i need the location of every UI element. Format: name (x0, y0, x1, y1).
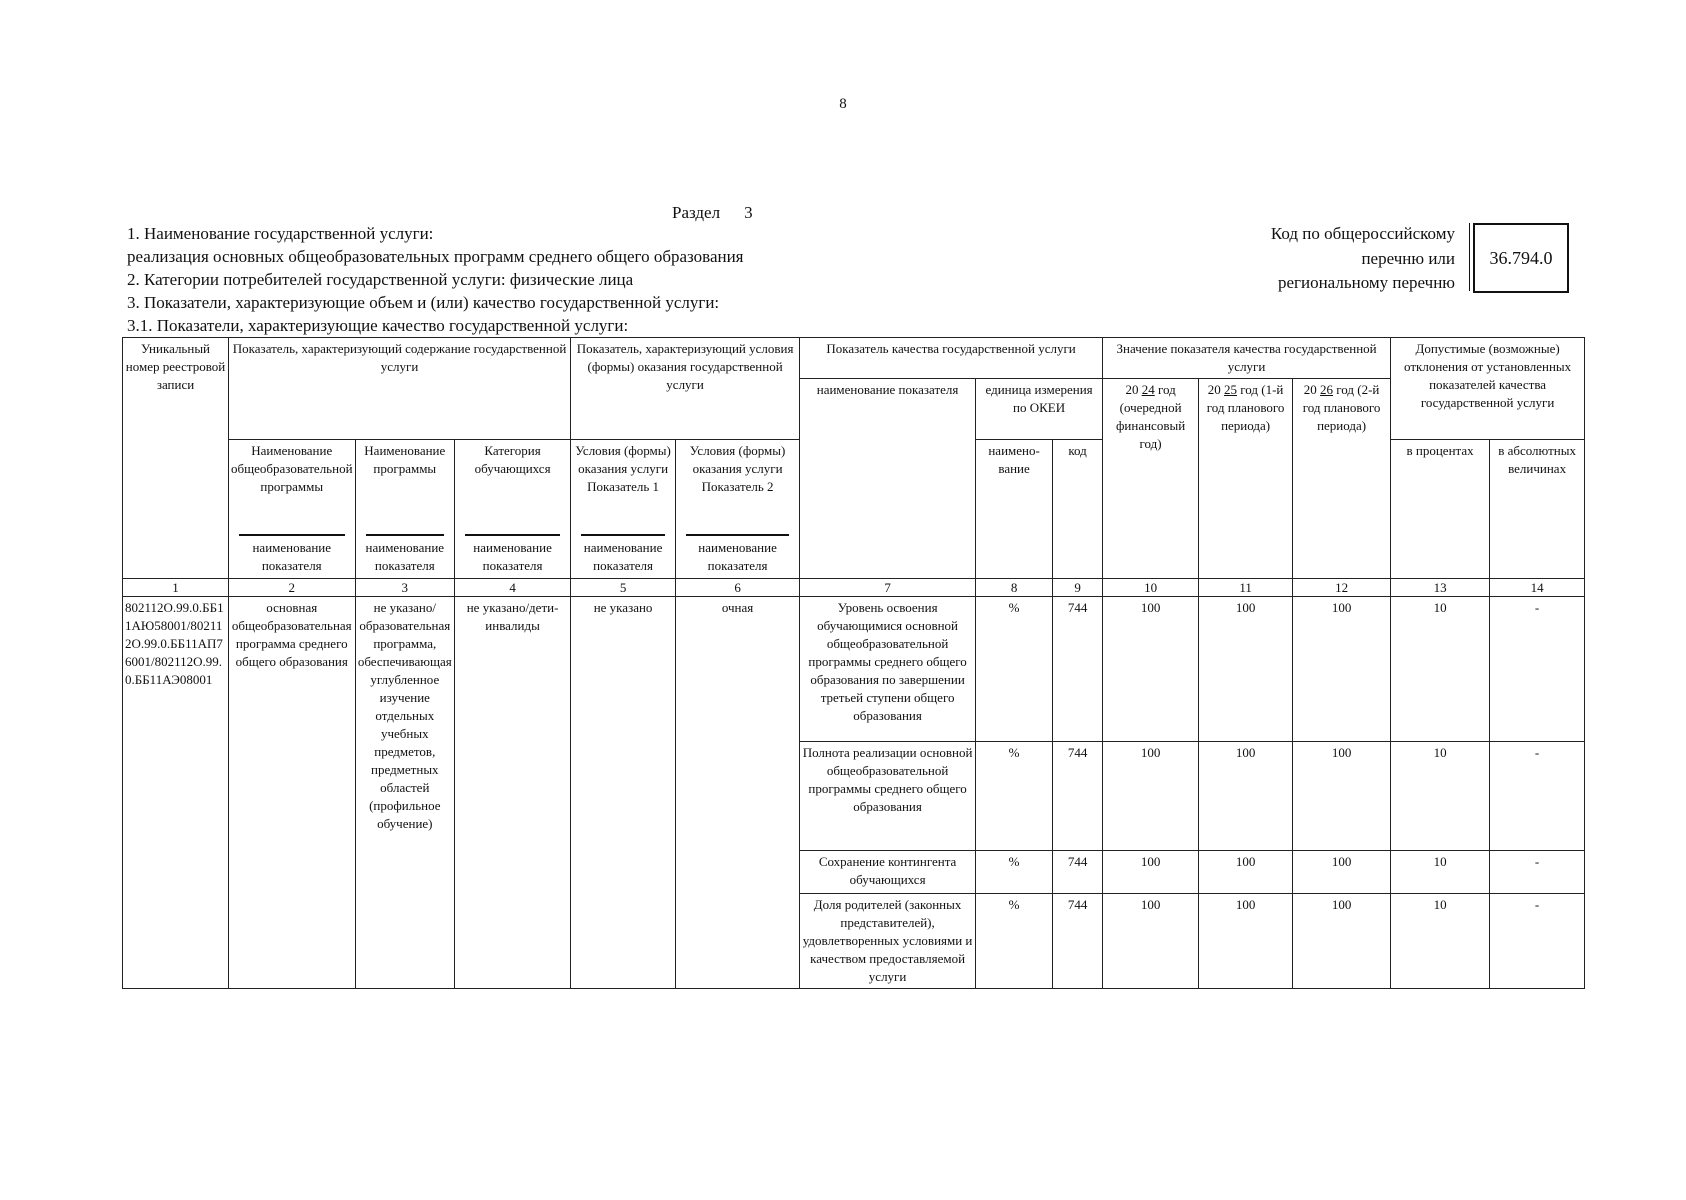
service-name-label: 1. Наименование государственной услуги: (127, 224, 434, 243)
registry-label-1: Код по общероссийскому (1270, 224, 1455, 243)
quality-table (122, 337, 1585, 989)
col-num: 13 (1391, 579, 1490, 597)
indicator-value-3: 100 (1293, 742, 1391, 851)
registry-label-3: региональному перечню (1277, 273, 1455, 292)
indicator-unit: % (976, 851, 1053, 894)
indicator-value-2: 100 (1199, 742, 1293, 851)
indicator-value-2: 100 (1199, 894, 1293, 989)
col-num: 10 (1103, 579, 1199, 597)
col-num: 4 (455, 579, 571, 597)
col-num: 3 (355, 579, 455, 597)
page-number: 8 (839, 96, 847, 112)
indicator-value-1: 100 (1103, 742, 1199, 851)
col-num: 11 (1199, 579, 1293, 597)
hdr-unit-code: код (1053, 440, 1103, 579)
indicator-code: 744 (1053, 597, 1103, 742)
hdr-deviation: Допустимые (возможные) отклонения от установленных показателей качества государственной услуги (1391, 338, 1585, 440)
col-num: 14 (1490, 579, 1585, 597)
consumer-category: 2. Категории потребителей государственной услуги: физические лица (127, 270, 634, 289)
hdr-year-1: 20 24 год (очередной финансовый год) (1103, 379, 1199, 579)
hdr-year-2: 20 25 год (1-й год планового периода) (1199, 379, 1293, 579)
record-category: не указано/дети-инвалиды (455, 597, 571, 989)
col-num: 1 (123, 579, 229, 597)
indicator-code: 744 (1053, 742, 1103, 851)
indicator-dev-pct: 10 (1391, 742, 1490, 851)
service-name-value: реализация основных общеобразовательных программ среднего общего образования (127, 247, 744, 266)
hdr-program: Наименование общеобразовательной программы наименование показателя (229, 440, 356, 579)
col-num: 9 (1053, 579, 1103, 597)
indicator-unit: % (976, 894, 1053, 989)
section-label: Раздел (672, 203, 721, 222)
indicator-name: Полнота реализации основной общеобразовательной программы среднего общего образования (800, 742, 976, 851)
hdr-program-name: Наименование программы наименование показателя (355, 440, 455, 579)
indicator-value-1: 100 (1103, 851, 1199, 894)
indicator-dev-abs: - (1490, 597, 1585, 742)
indicator-value-3: 100 (1293, 597, 1391, 742)
hdr-year-3: 20 26 год (2-й год планового периода) (1293, 379, 1391, 579)
indicator-dev-pct: 10 (1391, 597, 1490, 742)
indicator-dev-pct: 10 (1391, 851, 1490, 894)
section-heading (672, 203, 753, 223)
hdr-cond-2: Условия (формы) оказания услуги Показатель 2 наименование показателя (676, 440, 800, 579)
col-num: 6 (676, 579, 800, 597)
record-program-name: не указано/ образовательная программа, обеспечивающая углубленное изучение отдельных учебных предметов, предметных областей (профильное обучение) (355, 597, 455, 989)
hdr-unit: единица измерения по ОКЕИ (976, 379, 1103, 440)
hdr-quality: Показатель качества государственной услуги (800, 338, 1103, 379)
record-code: 802112О.99.0.ББ11АЮ58001/802112О.99.0.ББ11АП76001/802112О.99.0.ББ11АЭ08001 (123, 597, 229, 989)
quality-indicators-heading: 3.1. Показатели, характеризующие качество государственной услуги: (127, 316, 629, 335)
hdr-unique: Уникальный номер реестровой записи (123, 338, 229, 579)
hdr-indicator-name: наименование показателя (800, 379, 976, 579)
hdr-category: Категория обучающихся наименование показателя (455, 440, 571, 579)
record-program: основная общеобразовательная программа среднего общего образования (229, 597, 356, 989)
hdr-conditions: Показатель, характеризующий условия (формы) оказания государственной услуги (571, 338, 800, 440)
indicator-value-1: 100 (1103, 894, 1199, 989)
registry-divider (1469, 223, 1470, 291)
col-num: 2 (229, 579, 356, 597)
indicator-name: Уровень освоения обучающимися основной общеобразовательной программы среднего общего образования по завершении третьей ступени общего образования (800, 597, 976, 742)
col-num: 12 (1293, 579, 1391, 597)
section-number: 3 (744, 203, 753, 222)
indicator-dev-abs: - (1490, 851, 1585, 894)
indicator-value-2: 100 (1199, 597, 1293, 742)
hdr-cond-1: Условия (формы) оказания услуги Показатель 1 наименование показателя (571, 440, 676, 579)
indicator-unit: % (976, 742, 1053, 851)
indicator-code: 744 (1053, 851, 1103, 894)
indicator-value-3: 100 (1293, 851, 1391, 894)
col-num: 7 (800, 579, 976, 597)
indicator-name: Доля родителей (законных представителей), удовлетворенных условиями и качеством предоставляемой услуги (800, 894, 976, 989)
col-num: 8 (976, 579, 1053, 597)
hdr-dev-pct: в процентах (1391, 440, 1490, 579)
record-cond-1: не указано (571, 597, 676, 989)
indicator-dev-abs: - (1490, 894, 1585, 989)
registry-label-2: перечню или (1361, 249, 1455, 268)
registry-code: 36.794.0 (1473, 223, 1569, 293)
indicators-heading: 3. Показатели, характеризующие объем и (или) качество государственной услуги: (127, 293, 720, 312)
indicator-value-1: 100 (1103, 597, 1199, 742)
indicator-code: 744 (1053, 894, 1103, 989)
hdr-content: Показатель, характеризующий содержание государственной услуги (229, 338, 571, 440)
hdr-unit-name: наимено-вание (976, 440, 1053, 579)
indicator-name: Сохранение контингента обучающихся (800, 851, 976, 894)
column-numbers-row (123, 579, 1585, 597)
col-num: 5 (571, 579, 676, 597)
table-row (123, 597, 1585, 742)
header-row-1 (123, 338, 1585, 379)
indicator-value-2: 100 (1199, 851, 1293, 894)
indicator-dev-pct: 10 (1391, 894, 1490, 989)
hdr-value: Значение показателя качества государственной услуги (1103, 338, 1391, 379)
record-cond-2: очная (676, 597, 800, 989)
hdr-dev-abs: в абсолютных величинах (1490, 440, 1585, 579)
indicator-unit: % (976, 597, 1053, 742)
indicator-value-3: 100 (1293, 894, 1391, 989)
indicator-dev-abs: - (1490, 742, 1585, 851)
